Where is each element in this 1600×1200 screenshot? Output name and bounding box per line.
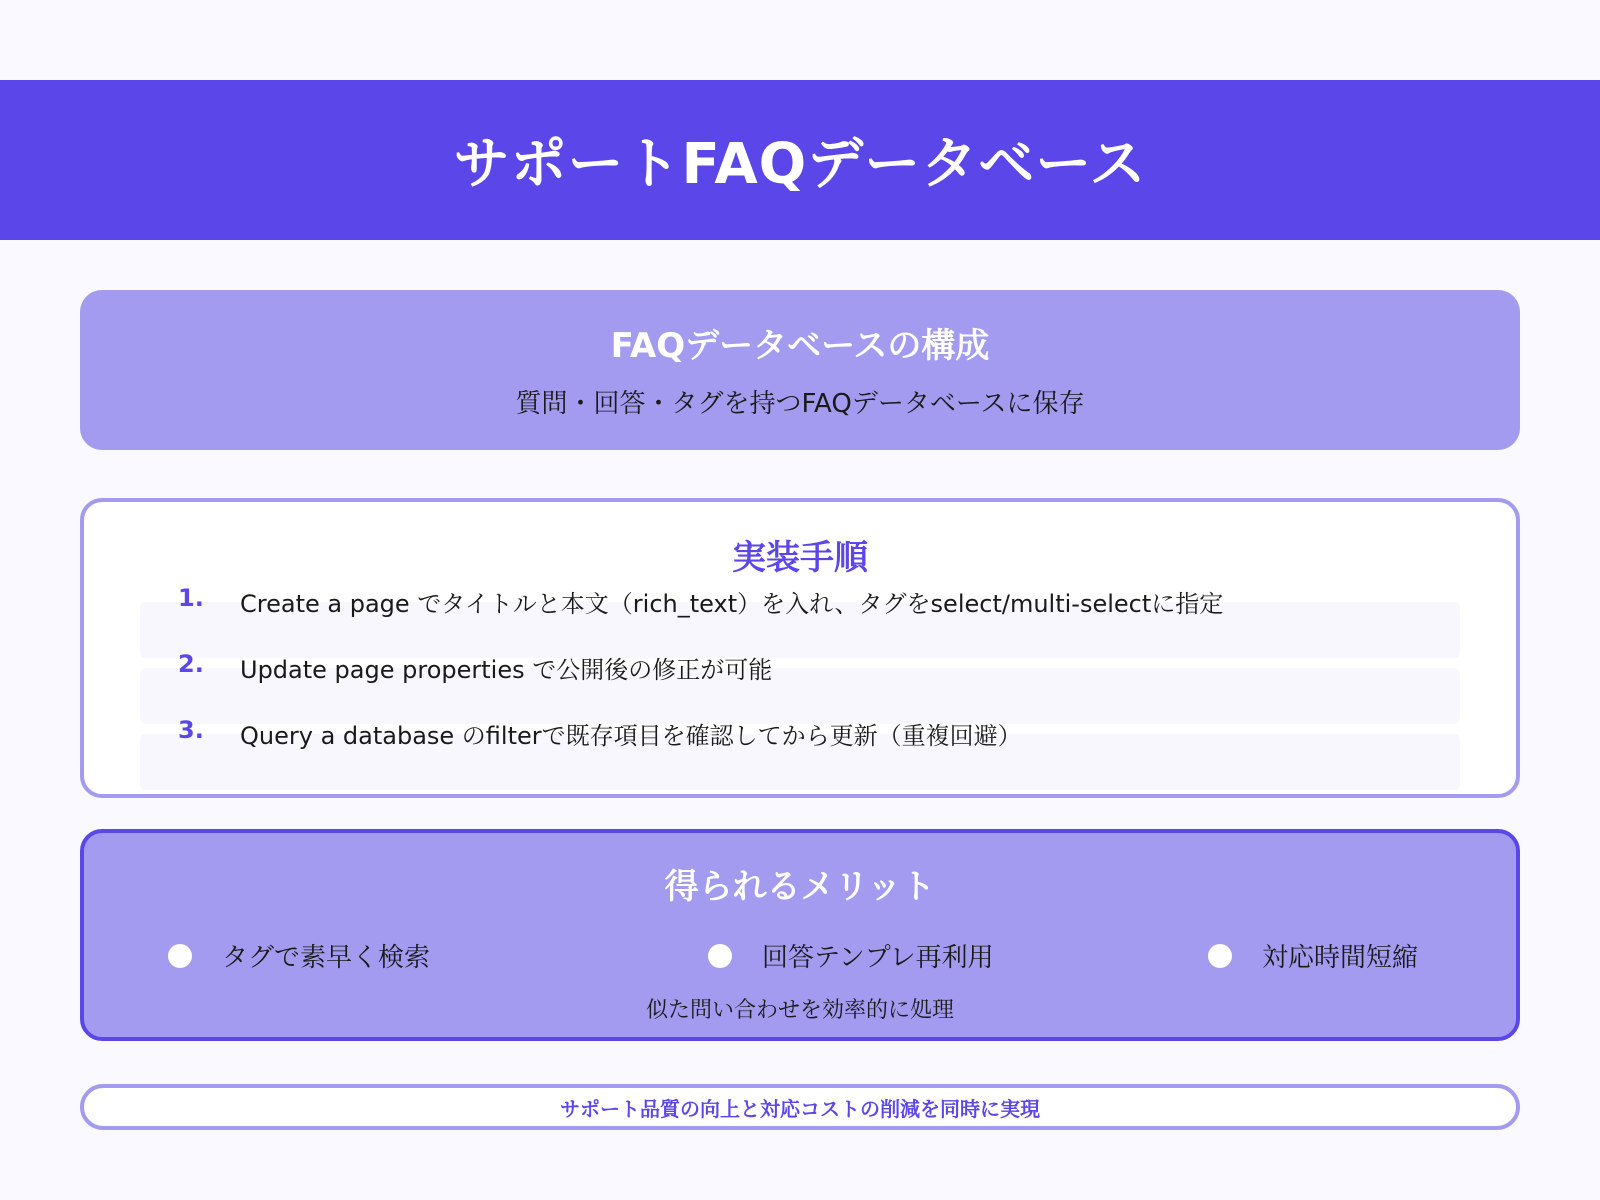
step-item <box>140 716 1460 790</box>
structure-description: 質問・回答・タグを持つFAQデータベースに保存 <box>515 389 1085 419</box>
step-text: Query a database のfilterで既存項目を確認してから更新（重複回避） <box>240 722 1022 750</box>
merit-item <box>708 937 994 974</box>
merits-subtext: 似た問い合わせを効率的に処理 <box>645 998 954 1023</box>
page-title: サポートFAQデータベース <box>453 132 1147 197</box>
merits-card <box>80 829 1520 1041</box>
footer-banner <box>80 1084 1520 1130</box>
merit-label: タグで素早く検索 <box>222 943 431 973</box>
step-number: 3. <box>178 716 204 744</box>
bullet-dot-icon <box>168 944 192 968</box>
footer-text: サポート品質の向上と対応コストの削減を同時に実現 <box>560 1096 1040 1121</box>
merits-title: 得られるメリット <box>664 867 936 907</box>
structure-title: FAQデータベースの構成 <box>610 326 990 366</box>
steps-title: 実装手順 <box>732 538 868 578</box>
structure-card <box>80 290 1520 450</box>
header-banner <box>0 80 1600 240</box>
step-text: Update page properties で公開後の修正が可能 <box>240 656 773 684</box>
merit-label: 対応時間短縮 <box>1262 943 1419 973</box>
bullet-dot-icon <box>708 944 732 968</box>
merit-item <box>168 937 430 974</box>
merit-item <box>1208 937 1418 974</box>
step-text: Create a page でタイトルと本文（rich_text）を入れ、タグをselect/multi-selectに指定 <box>240 590 1224 618</box>
step-number: 2. <box>178 650 204 678</box>
bullet-dot-icon <box>1208 944 1232 968</box>
steps-card <box>80 498 1520 798</box>
step-number: 1. <box>178 584 204 612</box>
merit-label: 回答テンプレ再利用 <box>762 943 994 973</box>
